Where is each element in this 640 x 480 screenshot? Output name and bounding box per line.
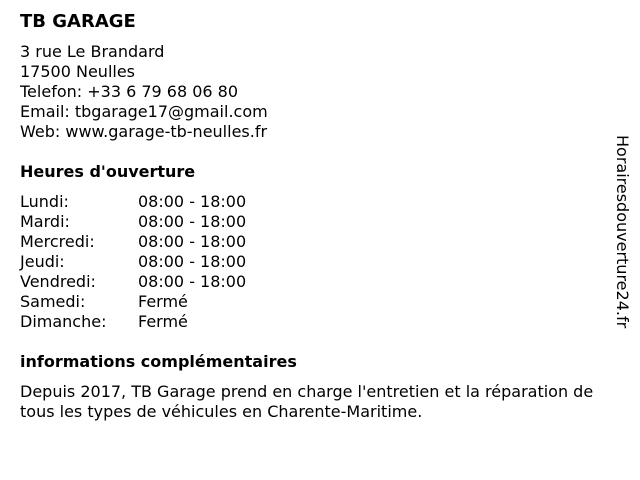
street-address: 3 rue Le Brandard [20,42,165,61]
day-label: Dimanche: [20,312,107,331]
city-line: 17500 Neulles [20,62,136,81]
day-label: Lundi: [20,192,69,211]
hours-row-wednesday [20,232,600,252]
opening-hours-heading: Heures d'ouverture [20,162,196,181]
phone-line: Telefon: +33 6 79 68 06 80 [20,82,239,101]
hours-row-thursday [20,252,600,272]
time-value: Fermé [138,292,188,311]
time-value: 08:00 - 18:00 [138,192,247,211]
business-name: TB GARAGE [20,11,136,32]
hours-row-tuesday [20,212,600,232]
opening-hours-table [20,192,600,332]
hours-row-saturday [20,292,600,312]
day-label: Samedi: [20,292,86,311]
web-line: Web: www.garage-tb-neulles.fr [20,122,268,141]
time-value: 08:00 - 18:00 [138,232,247,251]
day-label: Mercredi: [20,232,95,251]
day-label: Mardi: [20,212,70,231]
time-value: 08:00 - 18:00 [138,212,247,231]
contact-block [20,42,600,142]
brand-watermark: Horairesdouverture24.fr [613,135,632,329]
hours-row-friday [20,272,600,292]
day-label: Jeudi: [20,252,65,271]
email-line: Email: tbgarage17@gmail.com [20,102,268,121]
time-value: 08:00 - 18:00 [138,252,247,271]
hours-row-monday [20,192,600,212]
time-value: Fermé [138,312,188,331]
additional-info-text: Depuis 2017, TB Garage prend en charge l'entretien et la réparation de tous les types de véhicules en Charente-Maritime. [20,382,594,421]
time-value: 08:00 - 18:00 [138,272,247,291]
business-card [20,10,600,422]
hours-row-sunday [20,312,600,332]
day-label: Vendredi: [20,272,96,291]
additional-info-heading: informations complémentaires [20,352,297,371]
